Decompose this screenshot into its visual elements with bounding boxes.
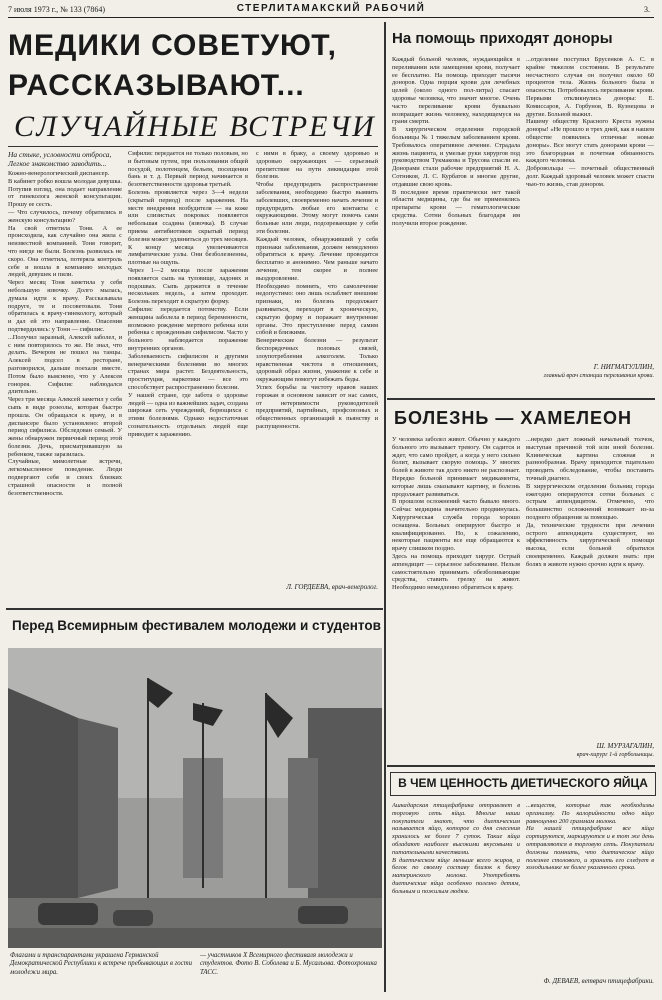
eggs-column-1: Ашкадарская птицефабрика отправляет в торговую сеть яйца. Многие наши покупатели знают, что диетическим называется яйцо, которое со дня снесения хранилось не более 7 суток. Такие яйца обладают наиболее высокими вкусовыми и питательными качествами. В диетическом яйце меньше всего жиров, а белок по своему составу близок к белку материнского молока. Употреблять диетические яйца особенно полезно детям, больным и пожилым людям. [392,802,520,895]
masthead [8,3,654,18]
donors-headline: На помощь приходят доноры [392,30,613,47]
eggs-headline-box [390,772,656,796]
eggs-column-2: ...веществ, которые так необходимы организму. По калорийности одно яйцо равноценно 200 граммам молока. На нашей птицефабрике все яйца сортируются, маркируются и в тот же день отправляются в торговую сеть. Покупатели должны помнить, что диетическое яйцо полезнее столового, и хранить его следует в холодильнике не более указанного срока. [526,802,654,872]
chameleon-headline: БОЛЕЗНЬ — ХАМЕЛЕОН [394,408,632,428]
photo-headline: Перед Всемирным фестивалем молодежи и студентов [12,618,381,633]
donors-signature-name: Г. НИГМАТУЛЛИН, [593,363,654,371]
section-divider [387,765,655,767]
medics-signature: Л. ГОРДЕЕВА, врач-венеролог. [286,583,378,591]
donors-signature-role: главный врач станции переливания крови. [543,372,654,379]
donors-column-1: Каждый больной человек, нуждающийся в переливании или замещении крови, получает ее бесплатно. На помощь приходят тысячи доноров. Одна порция крови для лечебных целей (около одного пол-литра) спасает здоровье человека, что значит многое. Очень часто переливание крови буквально возвращает жизнь человеку, находящемуся на грани смерти. В хирургическом отделении городской больницы № 1 тяжелым заболеванием крови. Требовалось оперативное лечение. Страдала жизнь пациента, и умелые руки хирургов под руководством Тукмакова и Трусова спасли ее. Донорами стали рабочие предприятий Н. А. Сотников, Л. С. Курбатов и многие другие, отдавшие свою кровь. В последнее время практически нет такой области медицины, где бы не применялись препараты крови — гематологические средства. Сотни больных благодаря им получили второе рождение. [392,56,520,227]
chameleon-column-1: У человека заболел живот. Обычно у каждого больного это вызывает тревогу. Он садится и ждет, что само пройдет, а когда у него сильно болит, вызывает скорую помощь. У многих болей в животе так долго никто не распознает. Нередко больной принимает медикаменты, которые лишь смазывают картину, и болезнь продолжает развиваться. В прошлом осложнений часто бывало много. Сейчас медицина значительно продвинулась. Хирургическая служба города хорошо оснащена. Больных оперируют быстро и квалифицированно. Но, к сожалению, некоторые пациенты все еще обращаются к врачу слишком поздно. Здесь на помощь приходит хирург. Острый аппендицит — серьезное заболевание. Нельзя самостоятельно принимать обезболивающие средства, ставить грелку на живот. Необходимо немедленно обратиться к врачу. [392,436,520,592]
medics-column-1: Кожно-венерологический диспансер. В кабинет робко вошла молодая девушка. Потупив взгляд, она подает направление от гинеколога женской консультации. Прошу ее сесть. — Что случилось, почему обратились в женскую консультацию? На свой ответила Тоня. А ее происходила, как случайно она жила с неизвестной компанией. Тоня говорит, что нигде не были. Болезнь развилась не скоро. Она отметила, потеряла контроль себе и вошла в компанию молодых людей, девушек и пили. Через месяц Тоня заметила у себя небольшую язвочку. Долго мылась, думала идти к врачу. Рассказывала подруге, те и посоветовали. Тоня обратилась к врачу-гинекологу, который и дал ей это направление. Опасения подтвердились: у Тони — сифилис. ...Получил заразный, Алексей заболел, и с ним повторилось то же. Не знал, что делать. Вечером не пошел на танцы. Алексей подсел в ресторане, разговорился, дальше поехали вместе. Потом было выяснено, что у Алексея гонорея. Сифилис наблюдался длительно. Через три месяца Алексей заметил у себя сыпь в виде розеолы, которая быстро прошла. Он обращался к врачу, и в диспансере было установлено: второй период сифилиса. Обследован семьей. У жены обнаружен первичный период этой болезни. Дочь, присматривавшую за ребенком, также заразилась. Случайные, мимолетные встречи, легкомысленное поведение. Люди подвергают себя и своих близких страшной опасности и полной безответственности. [8,170,122,497]
eggs-signature: Ф. ДЕВАЕВ, ветврач птицефабрики. [543,977,654,985]
chameleon-signature-role: врач-хирург 1-й горбольницы. [576,751,654,758]
section-divider [387,398,655,400]
column-divider [384,22,386,992]
eggs-headline: В ЧЕМ ЦЕННОСТЬ ДИЕТИЧЕСКОГО ЯЙЦА [398,776,648,790]
page-number: 3. [644,5,650,14]
medics-headline-line2: РАССКАЗЫВАЮТ... [8,69,305,102]
medics-column-3: с ними в браку, а своему здоровью и здоровью окружающих — серьезный препятствие на пути ликвидации этой болезни. Чтобы предупредить распространение заболевания, необходимо быстро выявить заболевших, своевременно начать лечение и предупредить любые его контакты с окружающими. Этому могут помочь сами больные или люди, подозревающие у себя эти болезни. Каждый человек, обнаруживший у себя признаки заболевания, должен немедленно обратиться к врачу. Лечение проводится бесплатно и анонимно. Чем раньше начато лечение, тем скорее и полнее выздоровление. Необходимо помнить, что самолечение недопустимо: оно лишь ослабляет внешние признаки, но болезнь продолжает развиваться, переходит в хроническую, скрытую форму и поражает внутренние органы. Это преступление перед самим собой и близкими. Венерические болезни — результат беспорядочных половых связей, злоупотребления алкоголем. Только нравственная чистота в отношениях, здоровый образ жизни, уважение к себе и окружающим помогут избежать беды. Успех борьбы за чистоту нравов наших горожан в основном зависит от нас самих, от нетерпимости руководителей предприятий, партийных, профсоюзных и общественных организаций к пьянству и распущенности. [256,150,378,430]
newspaper-name: СТЕРЛИТАМАКСКИЙ РАБОЧИЙ [236,3,426,14]
medics-subheadline: СЛУЧАЙНЫЕ ВСТРЕЧИ [14,110,376,143]
chameleon-signature-name: Ш. МУРЗАГАЛИН, [596,742,654,750]
photo-caption-right: — участников X Всемирного фестиваля молодежи и студентов. Фото В. Соболева и Б. Мусальова. Фотохроника ТАСС. [200,952,377,976]
medics-epigraph: На стыке, условности отброса, Легкое знакомство заводить... [8,150,112,168]
medics-column-2: Сифилис передается не только половым, но и бытовым путем, при пользовании общей посудой, полотенцем, бельем, посещении бань и т. д. Первый период начинается в безответственности здоровья третьей. Болезнь проявляется через 3—4 недели (скрытый период) после заражения. На месте внедрения возбудителя — на коже или слизистых покровах появляется небольшая ссадина (язвочка). В случае приема антибиотиков скрытый период болезни может удлиниться до трех месяцев. К концу месяца увеличиваются лимфатические узлы. Они безболезненны, плотные на ощупь. Через 1—2 месяца после заражения появляется сыпь на туловище, ладонях и подошвах. Сыпь держится в течение нескольких недель, а затем проходит. Болезнь переходит в скрытую форму. Сифилис передается потомству. Если женщина заболела в период беременности, возможно рождение мертвого ребенка или ребенка с врожденным сифилисом. Часто у больного наблюдается поражение внутренних органов. Заболеваемость сифилисом и другими венерическими болезнями во многих странах мира растет. Бездеятельность, проституция, наркотики — все это способствует распространению болезни. У нашей стране, где забота о здоровье людей — одна из важнейших задач, создана широкая сеть учреждений, борющихся с этими болезнями. Однако недостаточная сознательность отдельных людей еще приводит к заражению. [128,150,248,438]
photo-illustration [8,648,382,948]
donors-column-2: ...отделение поступил Брусенков А. С. в крайне тяжелом состоянии. В результате несчастного случая он получил около 60 процентов тела. Жизнь больного была в опасности. Потребовалось переливание крови. Первыми откликнулись доноры: Е. Комиссаров, А. Горбунов, В. Кузнецова и другие. Больной выжил. Нашему обществу Красного Креста нужны доноры! «Не прошло и трех дней, как в нашем обществе появились отличные новые доноры». Все могут стать донорами крови — это благородная и почетная обязанность каждого человека. Добровольцы — почетный общественный долг. Каждый здоровый человек может спасти чью-то жизнь, став донором. [526,56,654,188]
issue-date: 7 июля 1973 г., № 133 (7864) [8,5,106,14]
section-divider [6,608,383,610]
festival-street-photo [8,648,382,948]
chameleon-column-2: ...нередко дает ложный начальный толчок, выступая причиной той или иной болезни. Клиническая картина сложная и разнообразная. Врачу приходится тщательно проводить обследование, чтобы поставить точный диагноз. В хирургическом отделении больниц города ежегодно оперируются сотни больных с острым аппендицитом. Отмечено, что большинство осложнений возникает из-за позднего обращения за помощью. Да, технические трудности при лечении острого аппендицита существуют, но эффективность хирургической помощи высока, если больной обратился своевременно. Каждый должен знать: при болях в животе нужно срочно идти к врачу. [526,436,654,568]
medics-headline-line1: МЕДИКИ СОВЕТУЮТ, [8,29,337,62]
subheadline-rule [8,146,378,147]
photo-caption-left: Флагами и транспарантами украшена Германской Демократической Республики к встрече пребывающих в гости молодежи мира. [10,952,193,976]
